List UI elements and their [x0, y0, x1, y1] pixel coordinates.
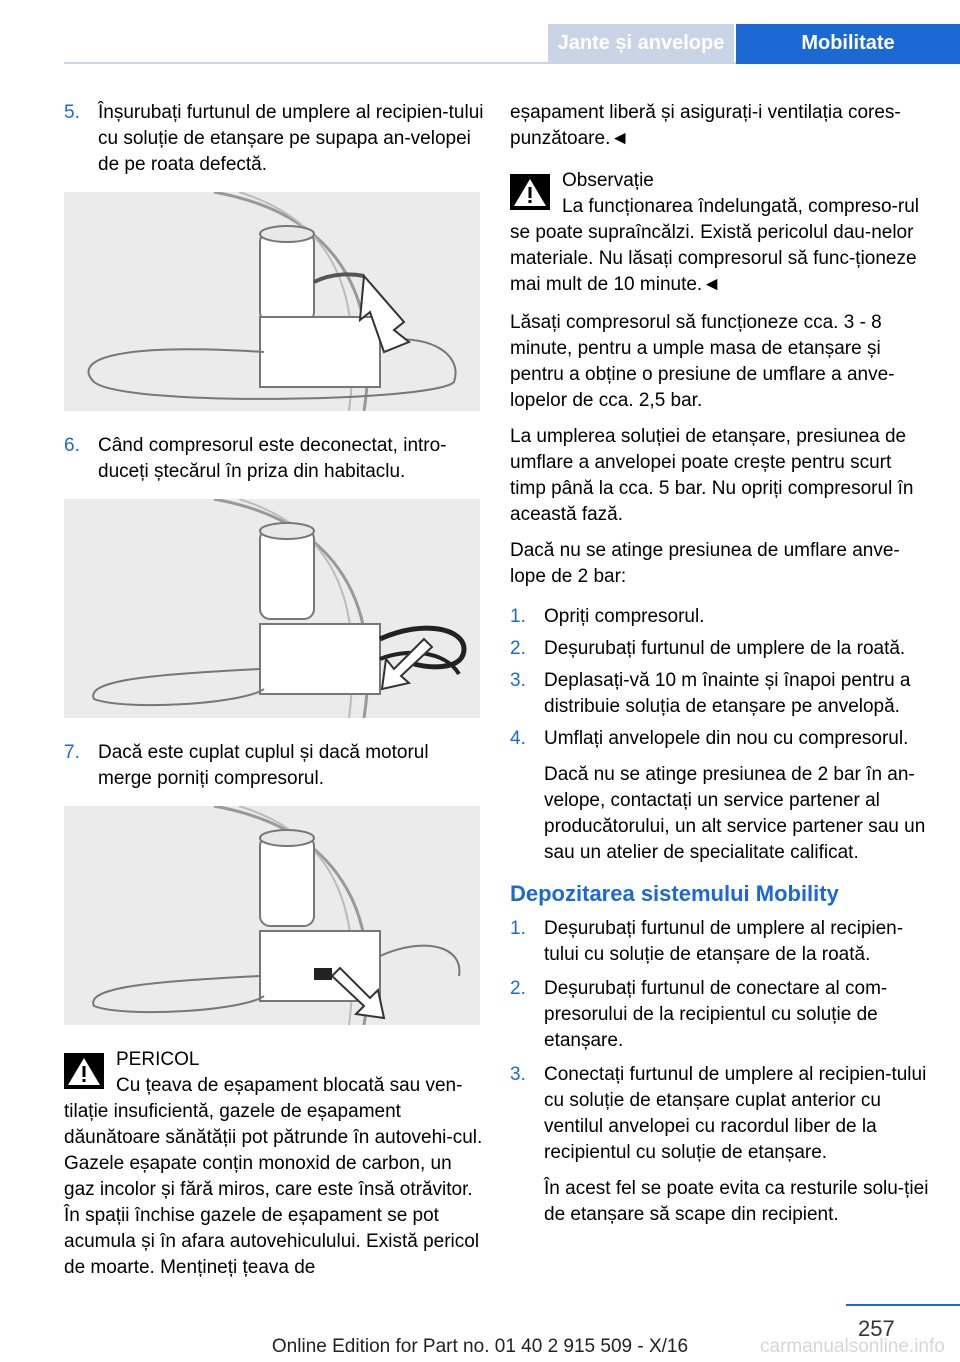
step-text: Înșurubați furtunul de umplere al recipien-tului cu soluție de etanșare pe supapa an-velopei de pe roata defectă.	[98, 102, 484, 175]
step-text: Când compresorul este deconectat, intro-duceți ștecărul în priza din habitaclu.	[98, 435, 447, 482]
footer-edition: Online Edition for Part no. 01 40 2 915 509 - X/16	[271, 1336, 689, 1357]
step-number: 7.	[64, 742, 80, 763]
page-number: 257	[858, 1316, 895, 1341]
list-item	[510, 604, 930, 630]
observation-note	[510, 168, 930, 298]
list-item	[510, 668, 930, 720]
step-text: Deșurubați furtunul de umplere de la roată.	[544, 638, 906, 659]
watermark: carmanualsonline.info	[760, 1336, 945, 1357]
step-text: Umflați anvelopele din nou cu compresorul.	[544, 728, 909, 749]
step-number: 3.	[510, 670, 526, 691]
page-number-rule	[846, 1304, 960, 1306]
danger-continuation: eșapament liberă și asigurați-i ventilația cores-punzătoare.◄	[510, 102, 901, 149]
step-note: În acest fel se poate evita ca resturile solu-ției de etanșare să scape din recipient.	[544, 1178, 929, 1225]
header-section-tab[interactable]: Jante și anvelope	[548, 24, 734, 62]
step-text: Opriți compresorul.	[544, 606, 705, 627]
step-6	[64, 433, 484, 485]
illustration-start-compressor	[64, 806, 480, 1025]
illustration-plug-socket	[64, 499, 480, 718]
step-text: Deșurubați furtunul de umplere al recipien-tului cu soluție de etanșare de la roată.	[544, 918, 904, 965]
step-number: 3.	[510, 1064, 526, 1085]
paragraph-pressure-rise: La umplerea soluției de etanșare, presiunea de umflare a anvelopei poate crește pentru scurt timp până la cca. 5 bar. Nu opriți compresorul în această fază.	[510, 426, 914, 525]
step-number: 1.	[510, 918, 526, 939]
step-note: Dacă nu se atinge presiunea de 2 bar în an-velope, contactați un service partener al producătorului, un alt service partener sau un sau un atelier de specialitate calificat.	[544, 764, 926, 863]
observation-body-text: La funcționarea îndelungată, compreso-rul se poate supraîncălzi. Există pericolul dau-nelor materiale. Nu lăsați compresorul să func-ționeze mai mult de 10 minute.◄	[510, 196, 920, 295]
list-item	[510, 636, 930, 662]
section-heading: Depozitarea sistemului Mobility	[510, 881, 839, 906]
paragraph-compressor-time: Lăsați compresorul să funcționeze cca. 3 - 8 minute, pentru a umple masa de etanșare și pentru a obține o presiune de umflare a anve-lopelor de cca. 2,5 bar.	[510, 312, 895, 411]
header-active-tab[interactable]: Mobilitate	[736, 24, 960, 62]
step-text: Deșurubați furtunul de conectare al com-presorului de la recipientul cu soluție de etanșare.	[544, 978, 888, 1051]
observation-body	[510, 194, 930, 298]
danger-body	[64, 1073, 484, 1281]
warning-triangle-icon	[64, 1053, 104, 1089]
list-item	[510, 976, 930, 1054]
header-rule-accent	[736, 62, 960, 64]
list-item	[510, 916, 930, 968]
step-5	[64, 100, 484, 178]
step-text: Deplasați-vă 10 m înainte și înapoi pentru a distribuie soluția de etanșare pe anvelopă.	[544, 670, 911, 717]
paragraph-pressure-low: Dacă nu se atinge presiunea de umflare anve-lope de 2 bar:	[510, 540, 900, 587]
observation-title: Observație	[562, 170, 654, 191]
step-7	[64, 740, 484, 792]
list-item	[510, 1062, 930, 1228]
left-column	[64, 100, 484, 1293]
list-storage	[510, 916, 930, 1228]
illustration-connect-hose	[64, 192, 480, 411]
danger-warning	[64, 1047, 484, 1281]
step-number: 4.	[510, 728, 526, 749]
danger-body-text: Cu țeava de eșapament blocată sau ven-tilație insuficientă, gazele de eșapament dăunătoare sănătății pot pătrunde în autovehi-cul. Gazele eșapate conțin monoxid de carbon, un gaz incolor și fără miros, care este însă otrăvitor. În spații închise gazele de eșapament se pot acumula și în afara autovehiculului. Există pericol de moarte. Mențineți țeava de	[64, 1075, 483, 1278]
step-number: 6.	[64, 435, 80, 456]
warning-triangle-icon	[510, 174, 550, 210]
list-item	[510, 726, 930, 866]
right-column	[510, 100, 930, 1242]
step-number: 5.	[64, 102, 80, 123]
list-pressure-low	[510, 604, 930, 866]
step-text: Dacă este cuplat cuplul și dacă motorul merge porniți compresorul.	[98, 742, 429, 789]
danger-title: PERICOL	[116, 1049, 200, 1070]
step-number: 2.	[510, 978, 526, 999]
step-text: Conectați furtunul de umplere al recipien-tului cu soluție de etanșare cuplat anterior cu ventilul anvelopei cu racordul liber de la recipientul cu soluție de etanșare.	[544, 1064, 927, 1163]
step-number: 1.	[510, 606, 526, 627]
step-number: 2.	[510, 638, 526, 659]
